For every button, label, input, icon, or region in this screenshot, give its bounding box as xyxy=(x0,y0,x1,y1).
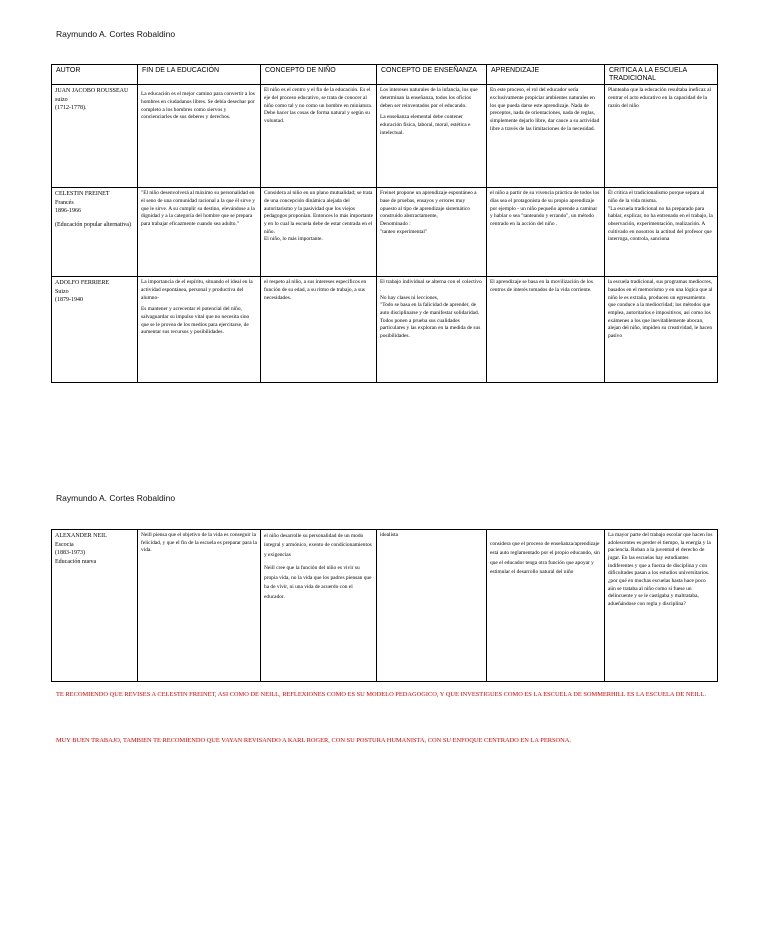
cell-text: "tanteo experimental" xyxy=(380,228,428,235)
cell-fin xyxy=(138,188,261,277)
cell-critica xyxy=(605,188,718,277)
cell-text: Freinet propone un aprendizaje espontáneo a base de pruebas, ensayos y errores muy opuesto al tipo de aprendizaje sistemático construido abstractamente, xyxy=(380,190,477,220)
col-header-fin: FIN DE LA EDUCACIÓN xyxy=(138,65,261,85)
cell-text: La importancia de el espíritu, situando el ideal en la actividad espontánea, personal y productiva del alumno- xyxy=(141,279,253,301)
author-name: ALEXANDER NEIL xyxy=(55,533,107,539)
cell-text: por ejemplo - un niño pequeño aprende a caminar y hablar o sea "tanteando y errando", un método centrado en la acción del niño . xyxy=(490,205,598,228)
author-years: (1712-1778). xyxy=(55,105,87,112)
cell-text: La educación es el mejor camino para convertir a los hombres en ciudadanos libres. Se debía desechar por completo a los hombres como siervos y concienciarles de sus deberes y derechos. xyxy=(141,91,255,121)
page-author-header: Raymundo A. Cortes Robaldino xyxy=(56,493,176,503)
col-header-aprendizaje: APRENDIZAJE xyxy=(487,65,605,85)
cell-text: el respeto al niño, a sus intereses específicos en función de su edad, a su ritmo de trabajo, a sus necesidades. xyxy=(264,279,367,301)
cell-author xyxy=(52,277,138,383)
cell-fin xyxy=(138,277,261,383)
col-header-ensenanza: CONCEPTO DE ENSEÑANZA xyxy=(377,65,487,85)
cell-text: Él critica el tradicionalismo porque separa al niño de la vida misma. xyxy=(608,190,705,205)
cell-aprendizaje xyxy=(487,188,605,277)
cell-text: Neill cree que la función del niño es vivir su propia vida, no la vida que los padres piensan que ha de vivir, ni una vida de acuerdo con el educador. xyxy=(264,565,372,600)
cell-text: No hay clases ni lecciones, xyxy=(380,294,439,301)
table-row xyxy=(52,530,718,682)
cell-text: El aprendizaje se basa en la movilización de los centros de interés tomados de la vida corriente. xyxy=(490,279,593,294)
teacher-feedback-note: TE RECOMIENDO QUE REVISES A CELESTIN FREINET, ASI COMO DE NEILL, REFLEXIONES COMO ES SU MODELO PEDAGOGICO, Y QUE INVESTIGUES COMO ES LA ESCUELA DE SOMMERHILL ES LA ESCUELA DE NEILL. xyxy=(56,691,706,698)
cell-nino xyxy=(261,188,377,277)
cell-aprendizaje xyxy=(487,277,605,383)
author-name: JUAN JACOBO ROUSSEAU xyxy=(55,88,129,95)
cell-aprendizaje xyxy=(487,85,605,188)
cell-text: El trabajo individual se alterna con el colectivo . xyxy=(380,279,482,294)
cell-fin xyxy=(138,85,261,188)
cell-ensenanza xyxy=(377,188,487,277)
cell-text: "La escuela tradicional no ha preparado para hablar, explicar, no ha entrenado en el trabajo, la observación, experimentación, realización. A cultivado en nosotros la actitud del profesor que interroga, controla, sanciona xyxy=(608,205,713,243)
cell-ensenanza xyxy=(377,85,487,188)
col-header-autor: AUTOR xyxy=(52,65,138,85)
col-header-critica: CRITICA A LA ESCUELA TRADICIONAL xyxy=(605,65,718,85)
cell-text: El niño, lo más importante. xyxy=(264,236,323,243)
cell-text: "Todo se basa en la falicidad de aprender, de auto disciplinarse y de manifestar solidaridad. xyxy=(380,302,480,317)
cell-critica xyxy=(605,277,718,383)
cell-text: Planteaba que la educación resultaba ineficaz al centrar el acto educativo en la capacidad de la razón del niño xyxy=(608,87,711,109)
col-header-nino: CONCEPTO DE NIÑO xyxy=(261,65,377,85)
cell-nino xyxy=(261,85,377,188)
cell-text: El niño es el centro y el fin de la educación. Es el eje del proceso educativo, se trata de conocer al niño como tal y no como un hombre en miniatura. Debe hacer las cosas de forma natural y según su voluntad. xyxy=(264,87,373,125)
author-name: ADOLFO FERRIERE xyxy=(55,280,110,287)
cell-fin xyxy=(138,530,261,682)
cell-text: la escuela tradicional, sus programas mediocres, basados en el memorismo y en una lógica que al niño le es extraña, producen un egresamiento que conduce a la mediocridad; los métodos que emplea, autoritarios e impositivos, así como los exámenes a los que inevitablemente abocan, alejan del niño, impiden su creatividad, le hacen pasivo xyxy=(608,279,713,340)
cell-author xyxy=(52,530,138,682)
cell-aprendizaje xyxy=(487,530,605,682)
table-row xyxy=(52,85,718,188)
cell-text: "El niño desenvolverá al máximo su personalidad en el seno de una comunidad racional a la que él sirve y que le sirve. A su cumplir su destino, elevándose a la dignidad y a la categoría del hombre que se prepara para trabajar eficazmente cuando sea adulto." xyxy=(141,190,255,228)
author-name: CELESTIN FREINET xyxy=(55,191,110,198)
cell-ensenanza xyxy=(377,277,487,383)
cell-text: considera que el proceso de enseñanza/aprendizaje está auto reglamentado por el propio educando, sin que el educador tenga otra función que apoyar y estimular el desarrollo natural del niño xyxy=(490,541,600,576)
author-years: (1883-1973) xyxy=(55,550,85,557)
cell-author xyxy=(52,188,138,277)
author-country: Escocia xyxy=(55,541,74,548)
cell-text: el niño a partir de su vivencia práctica de todos los días sea el protagonista de su propio aprendizaje xyxy=(490,190,600,205)
author-country: Francés xyxy=(55,199,74,206)
cell-text: el niño desarrolle su personalidad de un modo integral y armónico, exento de condicionamientos y exigencias xyxy=(264,533,372,558)
cell-text: Neill piensa que el objetivo de la vida es conseguir la felicidad, y que el fin de la escuela es preparar para la vida. xyxy=(141,532,257,554)
author-country: Suizo xyxy=(55,288,69,295)
author-country: suizo xyxy=(55,96,68,103)
cell-text: idealista xyxy=(380,532,398,538)
cell-critica xyxy=(605,85,718,188)
cell-text: Es mantener y acrecentar el potencial del niño, salvaguardar su impulso vital que no necesita sino que se le provea de los medios para ejercitarse, de aumentar sus recursos y posibilidades. xyxy=(141,306,250,336)
cell-text: ¿por qué en muchas escuelas hasta hace poco aún se trataba al niño como si fuese un delincuente y se le castigaba y maltrataba, adueñándose con regla y disciplina? xyxy=(608,578,706,608)
author-years: 1896-1966 xyxy=(55,208,81,215)
cell-text: La enseñanza elemental debe contener educación física, laboral, moral, estética e intelectual. xyxy=(380,114,471,136)
cell-nino xyxy=(261,277,377,383)
cell-text: La mayor parte del trabajo escolar que hacen los adolescentes es perder el tiempo, la energía y la paciencia. Roban a la juventud el derecho de jugar. En las escuelas hay estudiantes indiferentes y que a fuerza de disciplina y con dificultades pasan a los estudios universitarios. xyxy=(608,532,713,577)
cell-text: Todos ponen a prueba sus cualidades particulares y las exploran en la medida de sus posibilidades. xyxy=(380,317,481,340)
table-row xyxy=(52,188,718,277)
table-row xyxy=(52,277,718,383)
page-author-header: Raymundo A. Cortes Robaldino xyxy=(56,29,176,39)
cell-text: Los intereses naturales de la infancia, los que determinan la enseñanza, todos los oficios deben ser reinventados por el educando. xyxy=(380,87,478,109)
cell-text: Considera al niño en un plano mutualidad; se trata de una concepción dinámica alejada del autoritarismo y la pasividad que los viejos pedagogos proponían. Entonces lo más importante y en lo cual la escuela debe de estar centrada en el niño. xyxy=(264,190,373,235)
cell-author xyxy=(52,85,138,188)
cell-nino xyxy=(261,530,377,682)
education-table-1 xyxy=(51,64,718,383)
author-note: (Educación popular alternativa) xyxy=(55,221,131,228)
cell-text: En este proceso, el rol del educador sería exclusivamente propiciar ambientes naturales en los que pueda darse este aprendizaje. Nada de preceptos, nada de orientaciones, nada de reglas, simplemente dejarlo libre, dar cauce a su actividad libre a través de las limitaciones de la necesidad. xyxy=(490,87,600,132)
table-header-row xyxy=(52,65,718,85)
author-note: Educación nueva xyxy=(55,558,97,565)
author-years: (1879-1940 xyxy=(55,297,83,304)
cell-critica xyxy=(605,530,718,682)
education-table-2 xyxy=(51,529,718,682)
teacher-feedback-note: MUY BUEN TRABAJO, TAMBIEN TE RECOMIENDO QUE VAYAN REVISANDO A KARL ROGER, CON SU POSTURA HUMANISTA, CON SU ENFOQUE CENTRADO EN LA PERSONA. xyxy=(56,737,571,744)
cell-text: Denominado : xyxy=(380,221,411,228)
cell-ensenanza xyxy=(377,530,487,682)
